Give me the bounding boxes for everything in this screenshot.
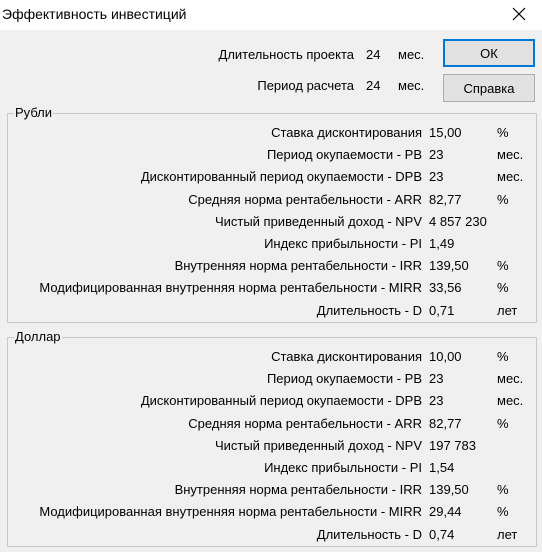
metric-value: 197 783 <box>429 437 476 453</box>
group-dollar-title: Доллар <box>15 329 61 344</box>
project-duration-value: 24 <box>366 47 381 62</box>
metric-row-dollar <box>8 368 536 390</box>
metric-label: Ставка дисконтирования <box>271 349 422 364</box>
metric-value: 10,00 <box>429 349 462 364</box>
metric-value: 23 <box>429 147 444 163</box>
group-dollar <box>7 329 537 547</box>
metric-unit: % <box>497 191 509 207</box>
metric-row-rubles <box>8 233 536 255</box>
metric-label: Ставка дисконтирования <box>271 125 422 140</box>
metric-label: Чистый приведенный доход - NPV <box>214 213 422 229</box>
metric-label: Индекс прибыльности - PI <box>264 236 422 251</box>
metric-unit: % <box>497 258 509 274</box>
metric-row-rubles <box>8 255 536 277</box>
metric-row-dollar <box>8 346 536 368</box>
metric-label: Средняя норма рентабельности - ARR <box>188 415 422 431</box>
metric-unit: лет <box>497 526 518 542</box>
metric-row-dollar <box>8 413 536 435</box>
metric-value: 23 <box>429 169 444 185</box>
metric-label: Дисконтированный период окупаемости - DPB <box>140 169 422 185</box>
metric-value: 23 <box>429 393 444 409</box>
metric-unit: мес. <box>497 371 524 387</box>
metric-label: Модифицированная внутренняя норма рентабельности - MIRR <box>39 280 422 296</box>
metric-label: Чистый приведенный доход - NPV <box>214 437 422 453</box>
metric-unit: мес. <box>497 147 524 163</box>
help-button[interactable]: Справка <box>443 74 535 102</box>
close-icon <box>512 7 526 24</box>
metric-value: 82,77 <box>429 191 462 207</box>
window-title: Эффективность инвестиций <box>2 6 187 22</box>
metric-value: 1,49 <box>429 236 455 251</box>
metric-label: Период окупаемости - PB <box>266 371 422 387</box>
dialog-body <box>0 30 542 552</box>
metric-value: 4 857 230 <box>429 213 487 229</box>
project-duration-label: Длительность проекта <box>218 47 354 62</box>
group-rubles-title: Рубли <box>15 105 53 120</box>
metric-unit: % <box>497 504 509 520</box>
metric-row-rubles <box>8 189 536 211</box>
metric-row-rubles <box>8 211 536 233</box>
metric-row-dollar <box>8 524 536 546</box>
metric-row-rubles <box>8 122 536 144</box>
calc-period-unit: мес. <box>398 78 425 93</box>
metric-value: 0,74 <box>429 526 455 542</box>
metric-value: 15,00 <box>429 125 462 140</box>
metric-row-dollar <box>8 435 536 457</box>
metric-unit: мес. <box>497 169 524 185</box>
metric-row-rubles <box>8 277 536 299</box>
metric-label: Дисконтированный период окупаемости - DPB <box>140 393 422 409</box>
ok-button[interactable]: ОК <box>443 39 535 67</box>
metric-value: 29,44 <box>429 504 462 520</box>
metric-unit: % <box>497 280 509 296</box>
metric-label: Внутренняя норма рентабельности - IRR <box>174 258 422 274</box>
metric-unit: % <box>497 415 509 431</box>
metric-row-dollar <box>8 390 536 412</box>
metric-label: Длительность - D <box>316 526 422 542</box>
metric-row-dollar <box>8 457 536 479</box>
metric-row-rubles <box>8 144 536 166</box>
group-rubles <box>7 105 537 323</box>
metric-unit: мес. <box>497 393 524 409</box>
metric-unit: % <box>497 349 509 364</box>
metric-unit: % <box>497 482 509 498</box>
close-button[interactable] <box>496 0 542 30</box>
metric-value: 33,56 <box>429 280 462 296</box>
metric-label: Длительность - D <box>316 302 422 318</box>
metric-value: 139,50 <box>429 258 469 274</box>
calc-period-value: 24 <box>366 78 381 93</box>
metric-label: Модифицированная внутренняя норма рентабельности - MIRR <box>39 504 422 520</box>
metric-row-rubles <box>8 166 536 188</box>
metric-value: 139,50 <box>429 482 469 498</box>
metric-unit: % <box>497 125 509 140</box>
metric-row-dollar <box>8 501 536 523</box>
metric-label: Период окупаемости - PB <box>266 147 422 163</box>
metric-label: Внутренняя норма рентабельности - IRR <box>174 482 422 498</box>
metric-value: 23 <box>429 371 444 387</box>
metric-row-rubles <box>8 300 536 322</box>
metric-value: 1,54 <box>429 460 455 475</box>
metric-label: Средняя норма рентабельности - ARR <box>188 191 422 207</box>
metric-unit: лет <box>497 302 518 318</box>
metric-value: 82,77 <box>429 415 462 431</box>
title-bar <box>0 0 542 30</box>
project-duration-unit: мес. <box>398 47 425 62</box>
metric-value: 0,71 <box>429 302 455 318</box>
metric-row-dollar <box>8 479 536 501</box>
calc-period-label: Период расчета <box>257 78 354 93</box>
metric-label: Индекс прибыльности - PI <box>264 460 422 475</box>
